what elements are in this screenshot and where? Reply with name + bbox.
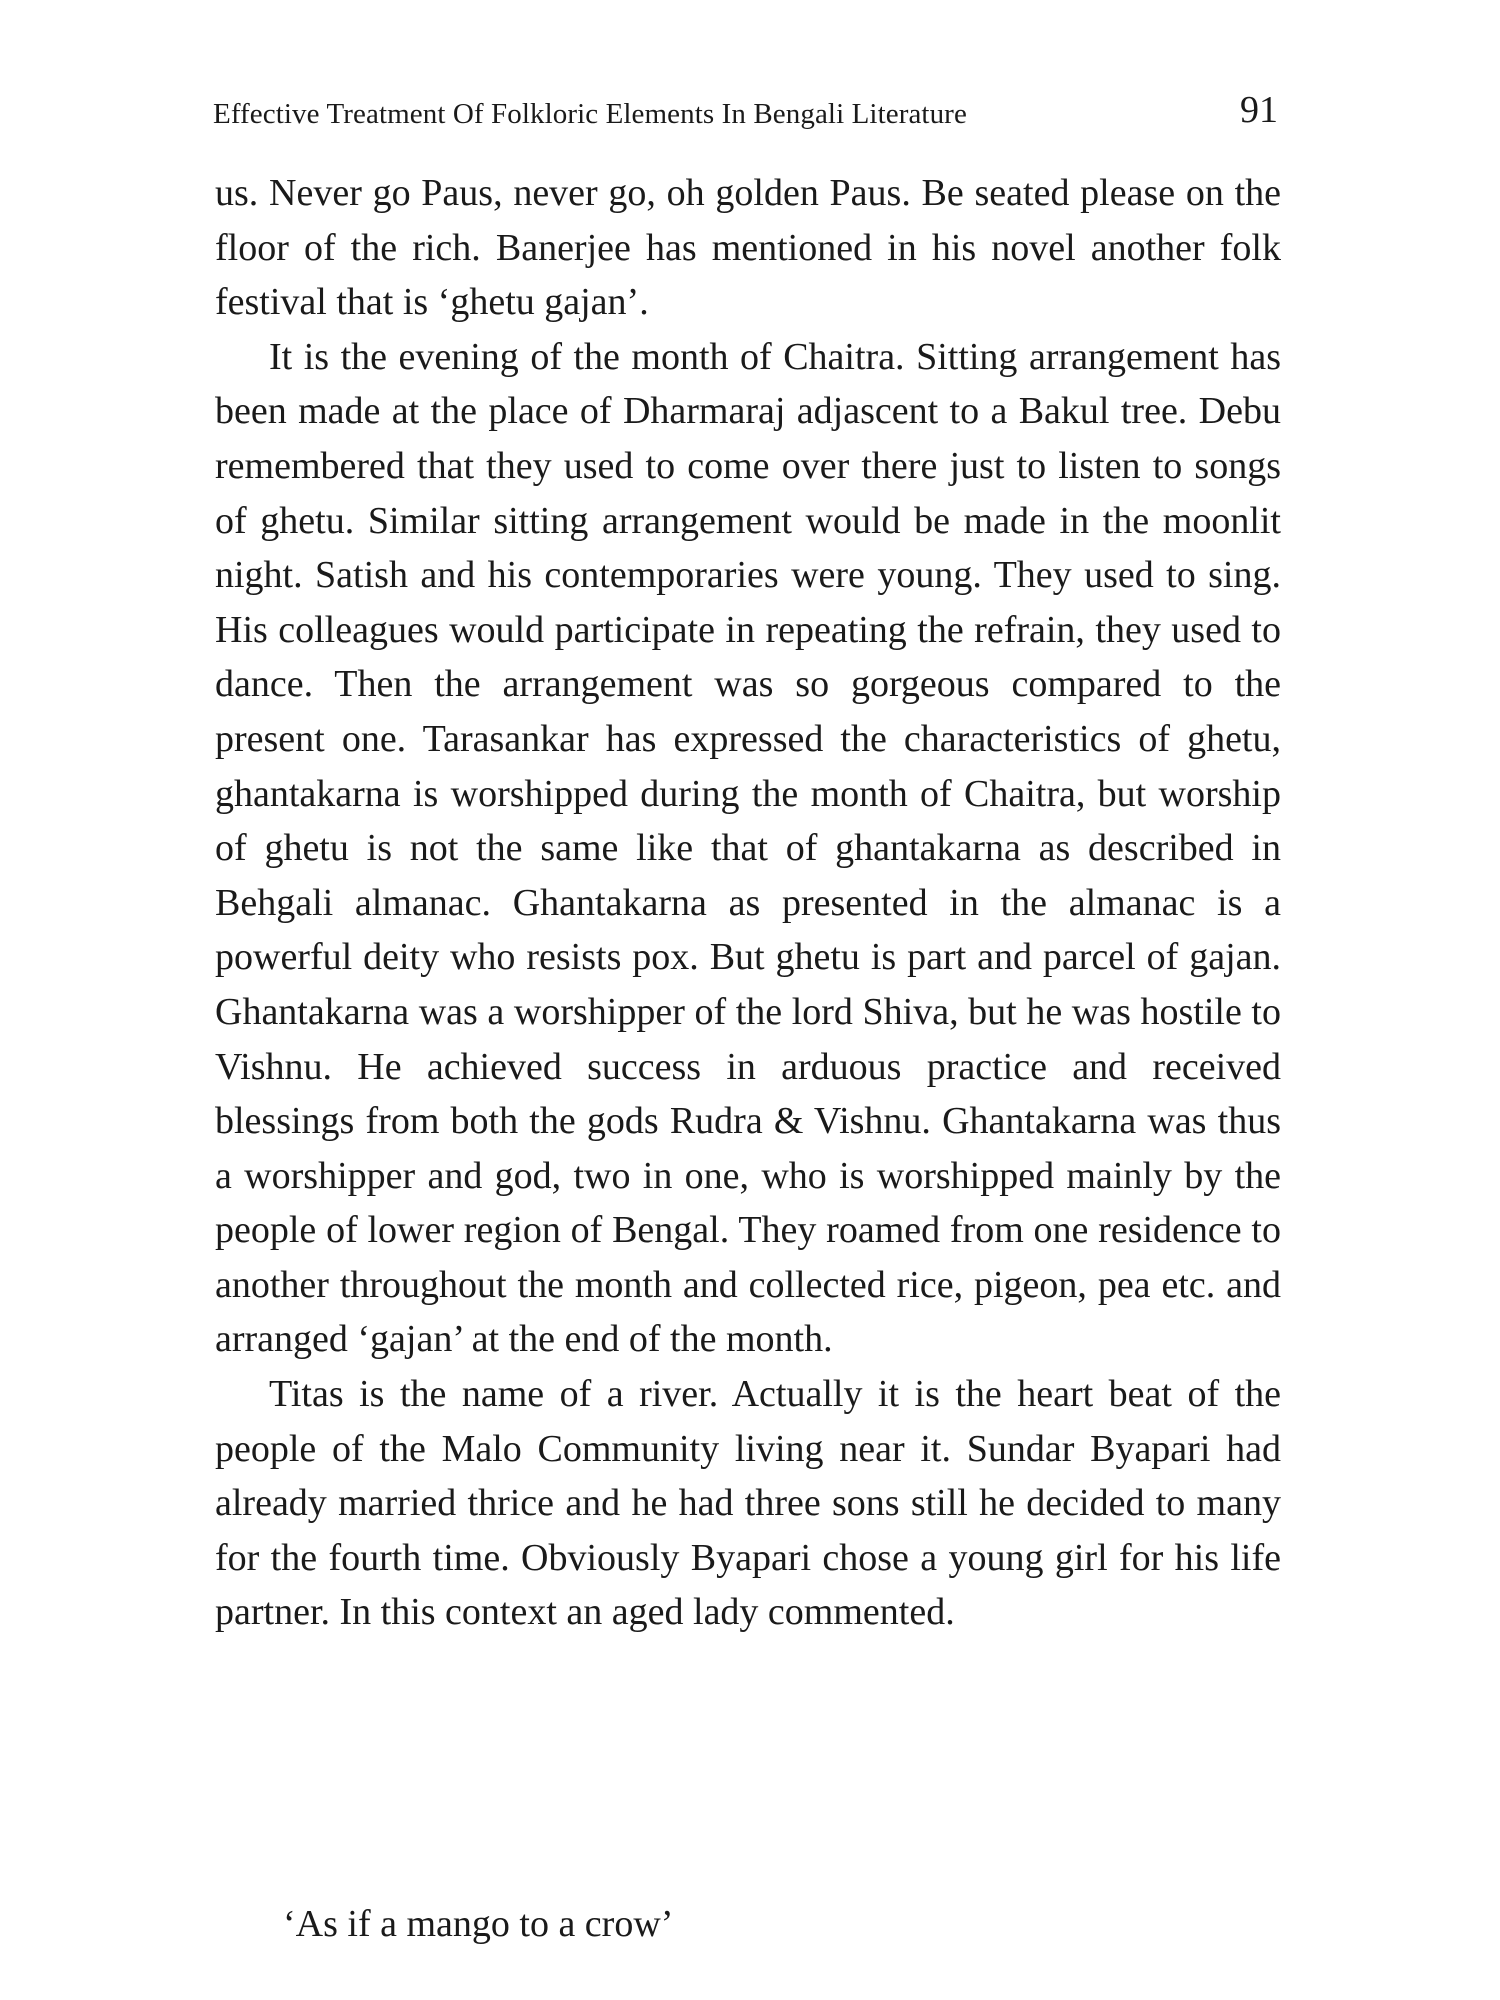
running-title: Effective Treatment Of Folkloric Elements In Bengali Literature xyxy=(213,98,967,130)
paragraph-ghetu-gajan: It is the evening of the month of Chaitra. Sitting arrangement has been made at the place of Dharmaraj adjascent to a Bakul tree. Debu remembered that they used to come over there just to listen to songs of ghetu. Similar sitting arrangement would be made in the moonlit night. Satish and his contemporaries were young. They used to sing. His colleagues would participate in repeating the refrain, they used to dance. Then the arrangement was so gorgeous compared to the present one. Tarasankar has expressed the characteristics of ghetu, ghantakarna is worshipped during the month of Chaitra, but worship of ghetu is not the same like that of ghantakarna as described in Behgali almanac. Ghantakarna as presented in the almanac is a powerful deity who resists pox. But ghetu is part and parcel of gajan. Ghantakarna was a worshipper of the lord Shiva, but he was hostile to Vishnu. He achieved success in arduous practice and received blessings from both the gods Rudra & Vishnu. Ghantakarna was thus a worshipper and god, two in one, who is worshipped mainly by the people of lower region of Bengal. They roamed from one residence to another throughout the month and collected rice, pigeon, pea etc. and arranged ‘gajan’ at the end of the month. xyxy=(215,335,1281,1361)
running-header xyxy=(213,88,1280,138)
paragraph-continued: us. Never go Paus, never go, oh golden Paus. Be seated please on the floor of the rich. Banerjee has mentioned in his novel another folk festival that is ‘ghetu gajan’. xyxy=(215,172,1281,324)
quotation: ‘As if a mango to a crow’ xyxy=(283,1903,674,1945)
page-number: 91 xyxy=(1240,89,1278,131)
paragraph-titas: Titas is the name of a river. Actually it is the heart beat of the people of the Malo Community living near it. Sundar Byapari had already married thrice and he had three sons still he decided to many for the fourth time. Obviously Byapari chose a young girl for his life partner. In this context an aged lady commented. xyxy=(215,1373,1281,1634)
body-text xyxy=(215,166,1281,1640)
